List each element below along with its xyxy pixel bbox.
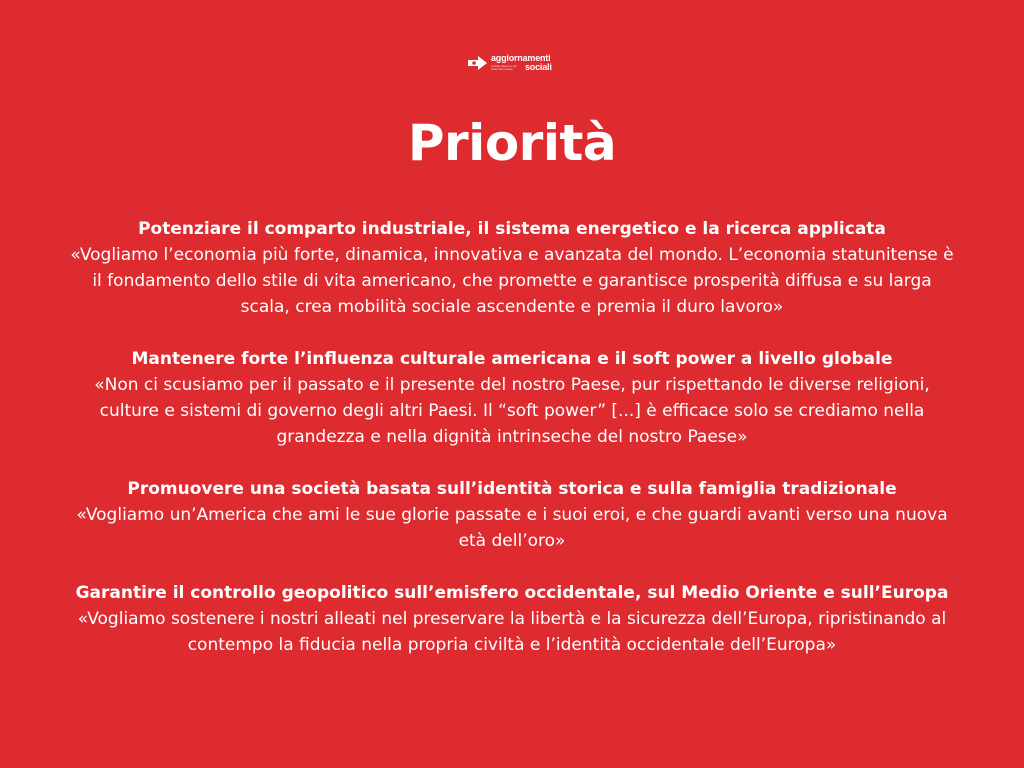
brand-tagline: scuola, lavoro e sul resto del mondo [491, 63, 517, 72]
priority-quote: «Vogliamo l’economia più forte, dinamica, innovativa e avanzata del mondo. L’economia statunitense è il fondamento dello stile di vita americano, che promette e garantisce prosperità diffusa e su larga scala, crea mobilità sociale ascendente e premia il duro lavoro» [70, 245, 954, 317]
priority-section [70, 346, 954, 450]
priority-quote: «Vogliamo un’America che ami le sue glorie passate e i suoi eroi, e che guardi avanti verso una nuova età dell’oro» [76, 505, 948, 551]
priority-section [70, 580, 954, 658]
priority-section [70, 476, 954, 554]
priority-quote: «Vogliamo sostenere i nostri alleati nel preservare la libertà e la sicurezza dell’Europa, ripristinando al contempo la fiducia nella propria civiltà e l’identità occidentale dell’Europa» [77, 609, 947, 655]
priority-heading: Potenziare il comparto industriale, il sistema energetico e la ricerca applicata [138, 219, 886, 239]
brand-logo-text [491, 54, 552, 72]
priority-quote: «Non ci scusiamo per il passato e il presente del nostro Paese, pur rispettando le diverse religioni, culture e sistemi di governo degli altri Paesi. Il “soft power” [...] è efficace solo se crediamo nella grandezza e nella dignità intrinseche del nostro Paese» [94, 375, 930, 447]
page-title: Priorità [407, 114, 617, 172]
priorities-list [70, 216, 954, 684]
brand-name-line1: aggiornamenti [491, 53, 551, 63]
priority-heading: Garantire il controllo geopolitico sull’emisfero occidentale, sul Medio Oriente e sull’Europa [75, 583, 949, 603]
priority-heading: Mantenere forte l’influenza culturale americana e il soft power a livello globale [131, 349, 893, 369]
brand-logo-icon [466, 54, 488, 72]
priority-section [70, 216, 954, 320]
brand-name-line2: sociali [525, 62, 552, 72]
priority-heading: Promuovere una società basata sull’identità storica e sulla famiglia tradizionale [127, 479, 897, 499]
brand-logo [466, 53, 560, 73]
